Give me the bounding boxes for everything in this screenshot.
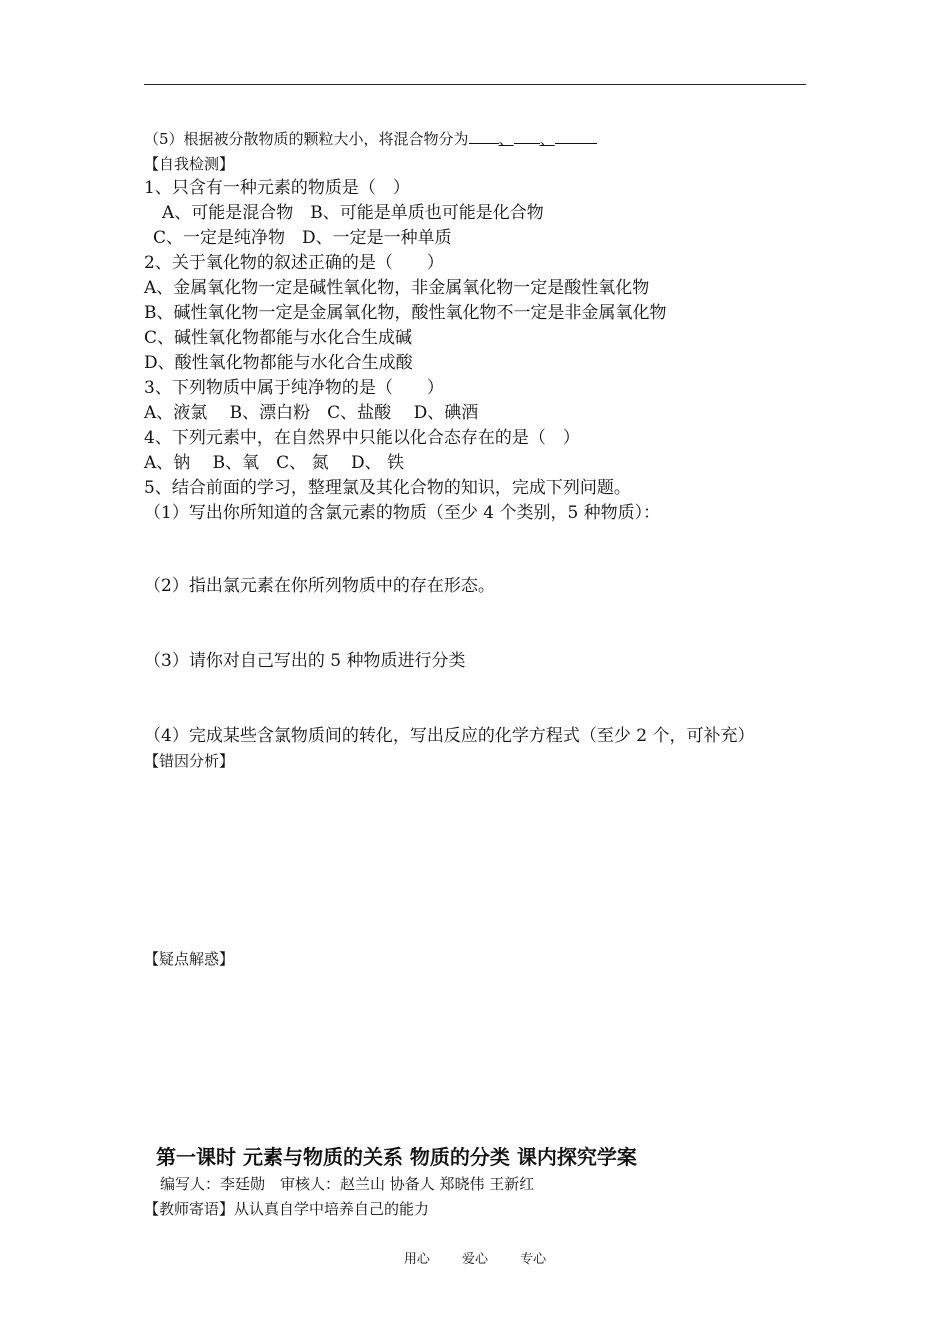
footer-word: 用心 — [403, 1252, 430, 1267]
answer-blank-2[interactable] — [514, 129, 540, 144]
question-3-options: A、液氯 B、漂白粉 C、盐酸 D、碘酒 — [144, 403, 479, 423]
question-2-option-c: C、碱性氧化物都能与水化合生成碱 — [144, 328, 413, 348]
question-1-options-cd: C、一定是纯净物 D、一定是一种单质 — [153, 228, 452, 248]
authors-line: 编写人：李廷勋 审核人：赵兰山 协备人 郑晓伟 王新红 — [160, 1175, 535, 1193]
separator: 、 — [539, 130, 555, 148]
q5-prefix: （5）根据被分散物质的颗粒大小，将混合物分为 — [144, 130, 469, 148]
separator: 、 — [498, 130, 514, 148]
question-5-part-3: （3）请你对自己写出的 5 种物质进行分类 — [144, 651, 466, 671]
lesson-title: 第一课时 元素与物质的关系 物质的分类 课内探究学案 — [156, 1145, 637, 1169]
section-error-analysis: 【错因分析】 — [144, 752, 235, 770]
question-2-option-a: A、金属氧化物一定是碱性氧化物，非金属氧化物一定是酸性氧化物 — [144, 278, 650, 298]
answer-blank-3[interactable] — [555, 129, 597, 144]
page-footer — [0, 1248, 950, 1267]
question-2-option-d: D、酸性氧化物都能与水化合生成酸 — [144, 353, 413, 373]
question-5-part-4: （4）完成某些含氯物质间的转化，写出反应的化学方程式（至少 2 个，可补充） — [144, 726, 755, 746]
teacher-note: 【教师寄语】从认真自学中培养自己的能力 — [144, 1200, 430, 1218]
answer-blank-1[interactable] — [469, 129, 499, 144]
question-5: 5、结合前面的学习，整理氯及其化合物的知识，完成下列问题。 — [144, 478, 631, 498]
question-5-part-2: （2）指出氯元素在你所列物质中的存在形态。 — [144, 576, 495, 596]
question-2-option-b: B、碱性氧化物一定是金属氧化物，酸性氧化物不一定是非金属氧化物 — [144, 303, 667, 323]
question-4-options: A、钠 B、氧 C、 氮 D、 铁 — [144, 453, 405, 473]
footer-word: 爱心 — [461, 1252, 488, 1267]
question-1: 1、只含有一种元素的物质是（ ） — [144, 178, 410, 198]
section-doubt-resolution: 【疑点解惑】 — [144, 950, 235, 968]
footer-word: 专心 — [520, 1252, 547, 1267]
question-4: 4、下列元素中，在自然界中只能以化合态存在的是（ ） — [144, 428, 580, 448]
header-rule — [144, 84, 806, 85]
question-1-options-ab: A、可能是混合物 B、可能是单质也可能是化合物 — [162, 203, 544, 223]
question-5-mixture-classification — [144, 128, 597, 150]
section-self-check: 【自我检测】 — [144, 155, 235, 173]
question-3: 3、下列物质中属于纯净物的是（ ） — [144, 378, 444, 398]
question-5-part-1: （1）写出你所知道的含氯元素的物质（至少 4 个类别，5 种物质）： — [144, 503, 661, 523]
question-2: 2、关于氧化物的叙述正确的是（ ） — [144, 253, 444, 273]
